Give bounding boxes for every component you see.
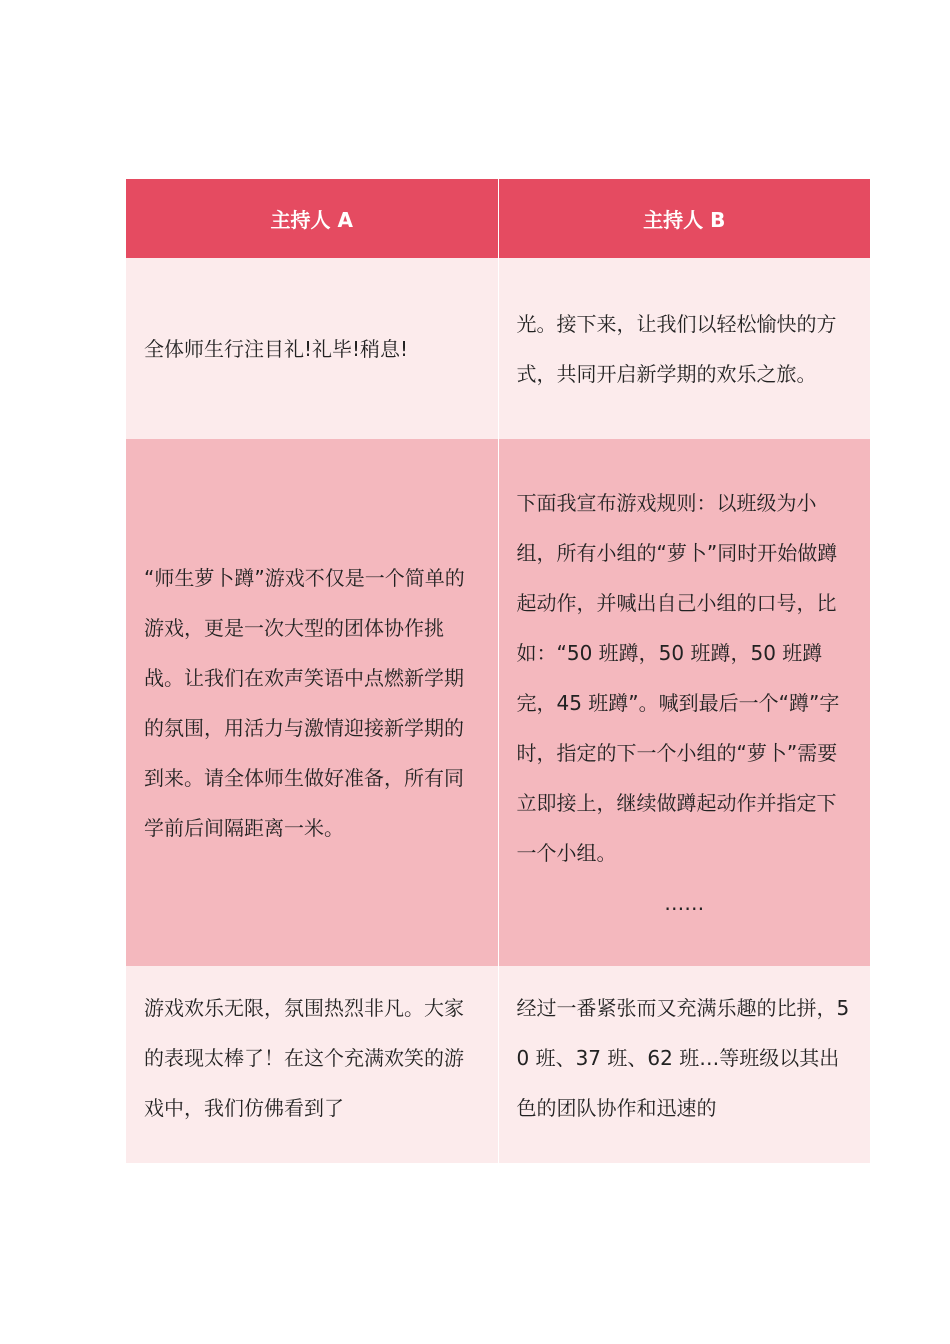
host-b-line [498,439,870,966]
table-row [126,258,870,439]
host-a-text: “师生萝卜蹲”游戏不仅是一个简单的游戏，更是一次大型的团体协作挑战。让我们在欢声笑语中点燃新学期的氛围，用活力与激情迎接新学期的到来。请全体师生做好准备，所有同学前后间隔距离一米。 [144,565,465,840]
host-b-text: 下面我宣布游戏规则：以班级为小组，所有小组的“萝卜”同时开始做蹲起动作，并喊出自己小组的口号，比如：“50 班蹲，50 班蹲，50 班蹲完，45 班蹲”。喊到最后一个“蹲”字时，指定的下一个小组的“萝卜”需要立即接上，继续做蹲起动作并指定下一个小组。 [516,490,840,865]
host-a-line [126,966,498,1163]
table-row [126,439,870,966]
host-a-line [126,258,498,439]
header-host-a: 主持人 A [126,179,498,258]
host-a-text: 游戏欢乐无限，氛围热烈非凡。大家的表现太棒了！在这个充满欢笑的游戏中，我们仿佛看到了 [144,996,464,1120]
host-b-line [498,966,870,1163]
table-row [126,966,870,1163]
host-b-text: 光。接下来，让我们以轻松愉快的方式，共同开启新学期的欢乐之旅。 [516,311,837,386]
host-a-line [126,439,498,966]
table-header-row [126,179,870,258]
host-b-text: 经过一番紧张而又充满乐趣的比拼，50 班、37 班、62 班…等班级以其出色的团队协作和迅速的 [516,996,850,1120]
host-a-text: 全体师生行注目礼!礼毕!稍息! [144,336,409,361]
header-host-b: 主持人 B [498,179,870,258]
continuation-ellipsis: …… [664,890,705,915]
host-b-line [498,258,870,439]
host-script-table [126,179,870,1163]
